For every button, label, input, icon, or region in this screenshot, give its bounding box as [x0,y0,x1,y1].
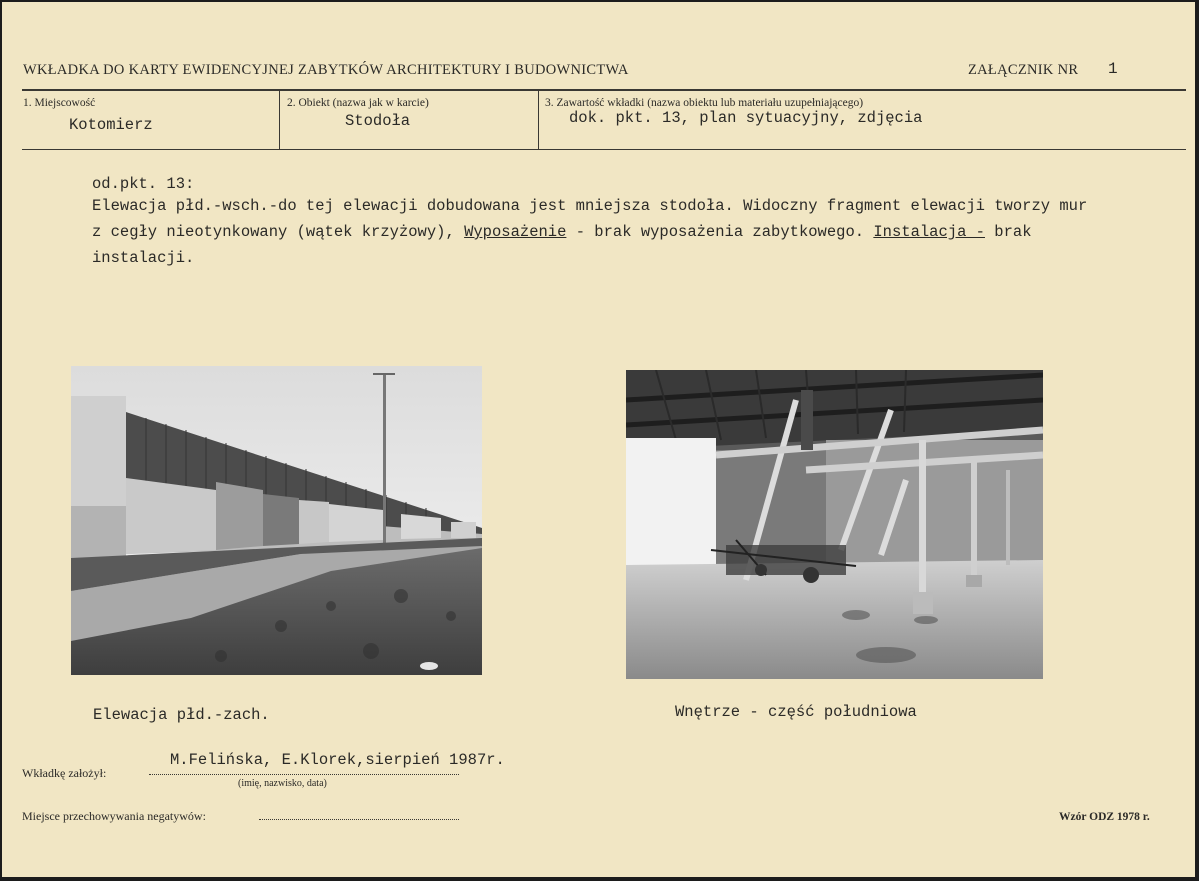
installation-heading: Instalacja - [873,223,985,241]
description-line-2-start: z cegły nieotynkowany (wątek krzyżowy), [92,223,455,241]
interior-caption: Wnętrze - część południowa [675,703,917,721]
interior-photo-image [626,370,1043,679]
author-hint: (imię, nazwisko, data) [238,778,327,789]
author-value: M.Felińska, E.Klorek,sierpień 1987r. [170,751,505,769]
header-rule [22,89,1186,91]
field-1-label: 1. Miejscowość [23,97,96,109]
section-ref: od.pkt. 13: [92,175,195,193]
attachment-number: 1 [1108,60,1118,78]
field-3-value: dok. pkt. 13, plan sytuacyjny, zdjęcia [569,109,923,127]
storage-label: Miejsce przechowywania negatywów: [22,809,206,823]
field-3-label: 3. Zawartość wkładki (nazwa obiektu lub materiału uzupełniającego) [545,97,864,109]
description-line-3: instalacji. [92,249,195,267]
record-card [2,2,1195,877]
exterior-caption: Elewacja płd.-zach. [93,706,270,724]
exterior-photo [71,366,482,675]
storage-line [259,819,459,820]
field-2-value: Stodoła [345,112,411,130]
equipment-heading: Wyposażenie [464,223,567,241]
equipment-text: - brak wyposażenia zabytkowego. [566,223,874,241]
field-2-label: 2. Obiekt (nazwa jak w karcie) [287,97,429,109]
description-line-2 [92,219,1032,245]
form-version: Wzór ODZ 1978 r. [1059,811,1150,823]
divider-2 [538,91,539,150]
form-title: WKŁADKA DO KARTY EWIDENCYJNEJ ZABYTKÓW ARCHITEKTURY I BUDOWNICTWA [23,62,629,78]
divider-1 [279,91,280,150]
author-line [149,774,459,775]
description-line-1: Elewacja płd.-wsch.-do tej elewacji dobudowana jest mniejsza stodoła. Widoczny fragment elewacji tworzy mur [92,197,1088,215]
fields-rule [22,149,1186,150]
interior-photo [626,370,1043,679]
author-label: Wkładkę założył: [22,766,107,780]
attachment-label: ZAŁĄCZNIK NR [968,62,1079,78]
exterior-photo-image [71,366,482,675]
installation-text: brak [984,223,1032,241]
field-1-value: Kotomierz [69,116,153,134]
